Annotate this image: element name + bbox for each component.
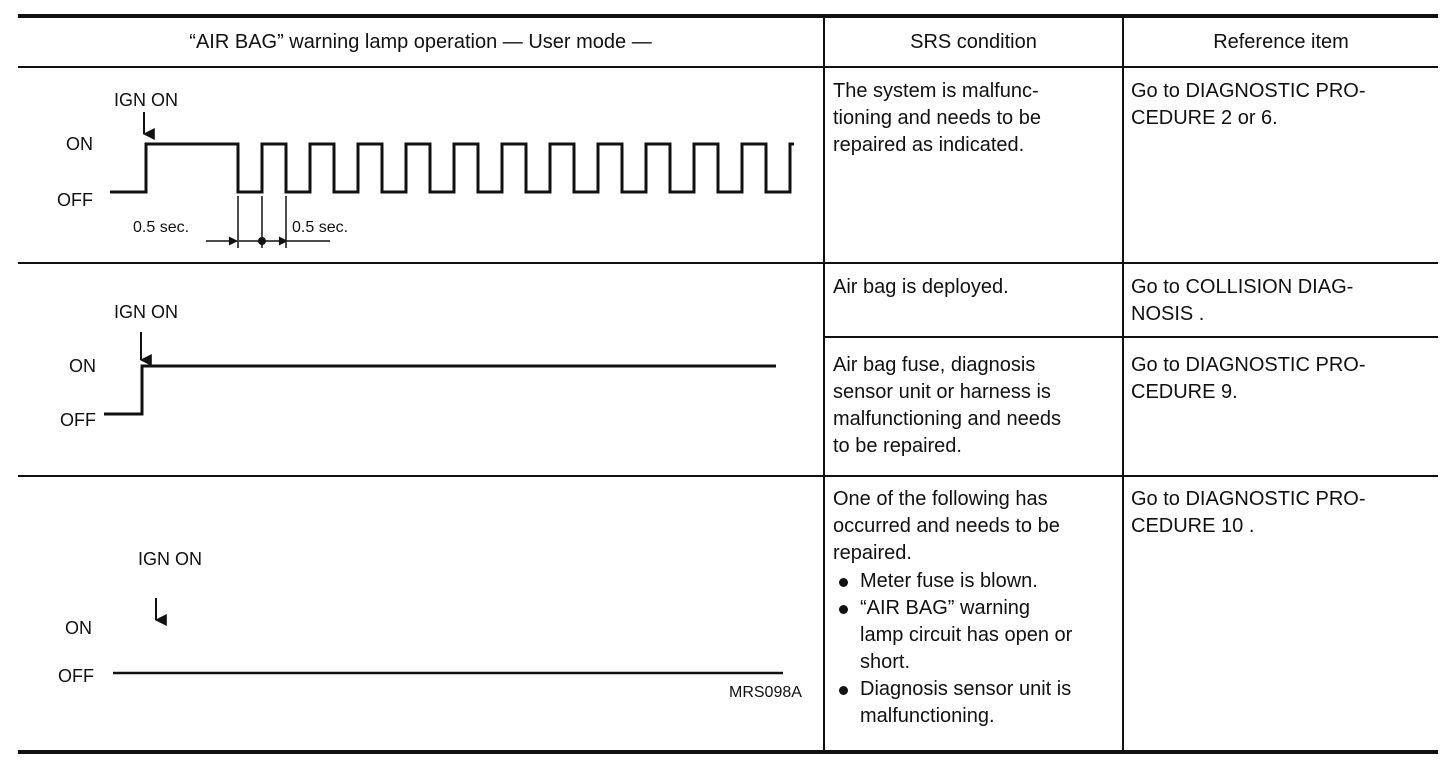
diagram-continuous-on (60, 302, 776, 430)
row2b-reference-line: Go to DIAGNOSTIC PRO- (1131, 354, 1366, 376)
bullet-line: malfunctioning. (860, 705, 995, 727)
row1-condition-line: tioning and needs to be (833, 107, 1041, 129)
timing-dot (258, 237, 266, 245)
row1-condition-line: repaired as indicated. (833, 134, 1025, 156)
col-divider-2 (1122, 16, 1124, 752)
row2a-rule (825, 336, 1438, 338)
bullet-line: Meter fuse is blown. (860, 570, 1038, 592)
row2b-reference (1131, 352, 1431, 406)
ign-on-label: IGN ON (138, 549, 203, 569)
bullet-item (833, 568, 1118, 595)
row1-condition (833, 78, 1118, 159)
row3-reference-line: Go to DIAGNOSTIC PRO- (1131, 488, 1366, 510)
row2b-condition-line: malfunctioning and needs (833, 408, 1061, 430)
row3-reference-line: CEDURE 10 . (1131, 515, 1255, 537)
row3-condition (833, 486, 1118, 730)
diagram-blinking (57, 90, 794, 248)
header-reference-item: Reference item (1213, 31, 1349, 53)
row3-reference (1131, 486, 1431, 540)
period-label-right: 0.5 sec. (292, 219, 349, 236)
ign-on-label: IGN ON (114, 302, 179, 322)
bullet-line: Diagnosis sensor unit is (860, 678, 1072, 700)
row3-bullet-list (833, 568, 1118, 730)
row1-reference-line: CEDURE 2 or 6. (1131, 107, 1278, 129)
row2b-condition-line: sensor unit or harness is (833, 381, 1051, 403)
bullet-item (833, 676, 1118, 730)
figure-code: MRS098A (729, 684, 802, 701)
ign-on-label: IGN ON (114, 90, 179, 110)
on-level-label: ON (65, 618, 92, 638)
row2a-reference-line: Go to COLLISION DIAG- (1131, 276, 1354, 298)
row2a-condition-line: Air bag is deployed. (833, 276, 1009, 298)
header-lamp-operation: “AIR BAG” warning lamp operation — User mode — (189, 31, 652, 53)
row2b-condition-line: Air bag fuse, diagnosis (833, 354, 1036, 376)
row2a-condition (833, 274, 1118, 301)
period-label-left: 0.5 sec. (133, 219, 190, 236)
on-level-label: ON (69, 356, 96, 376)
diagram-stays-off (58, 549, 802, 701)
blink-waveform (110, 144, 794, 192)
row1-condition-line: The system is malfunc- (833, 80, 1039, 102)
bullet-line: short. (860, 651, 911, 673)
off-level-label: OFF (58, 666, 94, 686)
row1-reference (1131, 78, 1431, 132)
row2b-condition (833, 352, 1118, 460)
row2b-condition-line: to be repaired. (833, 435, 962, 457)
header-srs-condition: SRS condition (910, 31, 1037, 53)
on-waveform (104, 366, 776, 414)
on-level-label: ON (66, 134, 93, 154)
row1-reference-line: Go to DIAGNOSTIC PRO- (1131, 80, 1366, 102)
off-level-label: OFF (57, 190, 93, 210)
bullet-line: “AIR BAG” warning (860, 597, 1031, 619)
row3-condition-line: One of the following has (833, 488, 1048, 510)
row2a-reference-line: NOSIS . (1131, 303, 1205, 325)
bullet-item (833, 595, 1118, 676)
bullet-line: lamp circuit has open or (860, 624, 1073, 646)
row2a-reference (1131, 274, 1431, 328)
off-level-label: OFF (60, 410, 96, 430)
row3-condition-line: occurred and needs to be (833, 515, 1060, 537)
col-divider-1 (823, 16, 825, 752)
row3-condition-line: repaired. (833, 542, 912, 564)
row2b-reference-line: CEDURE 9. (1131, 381, 1238, 403)
